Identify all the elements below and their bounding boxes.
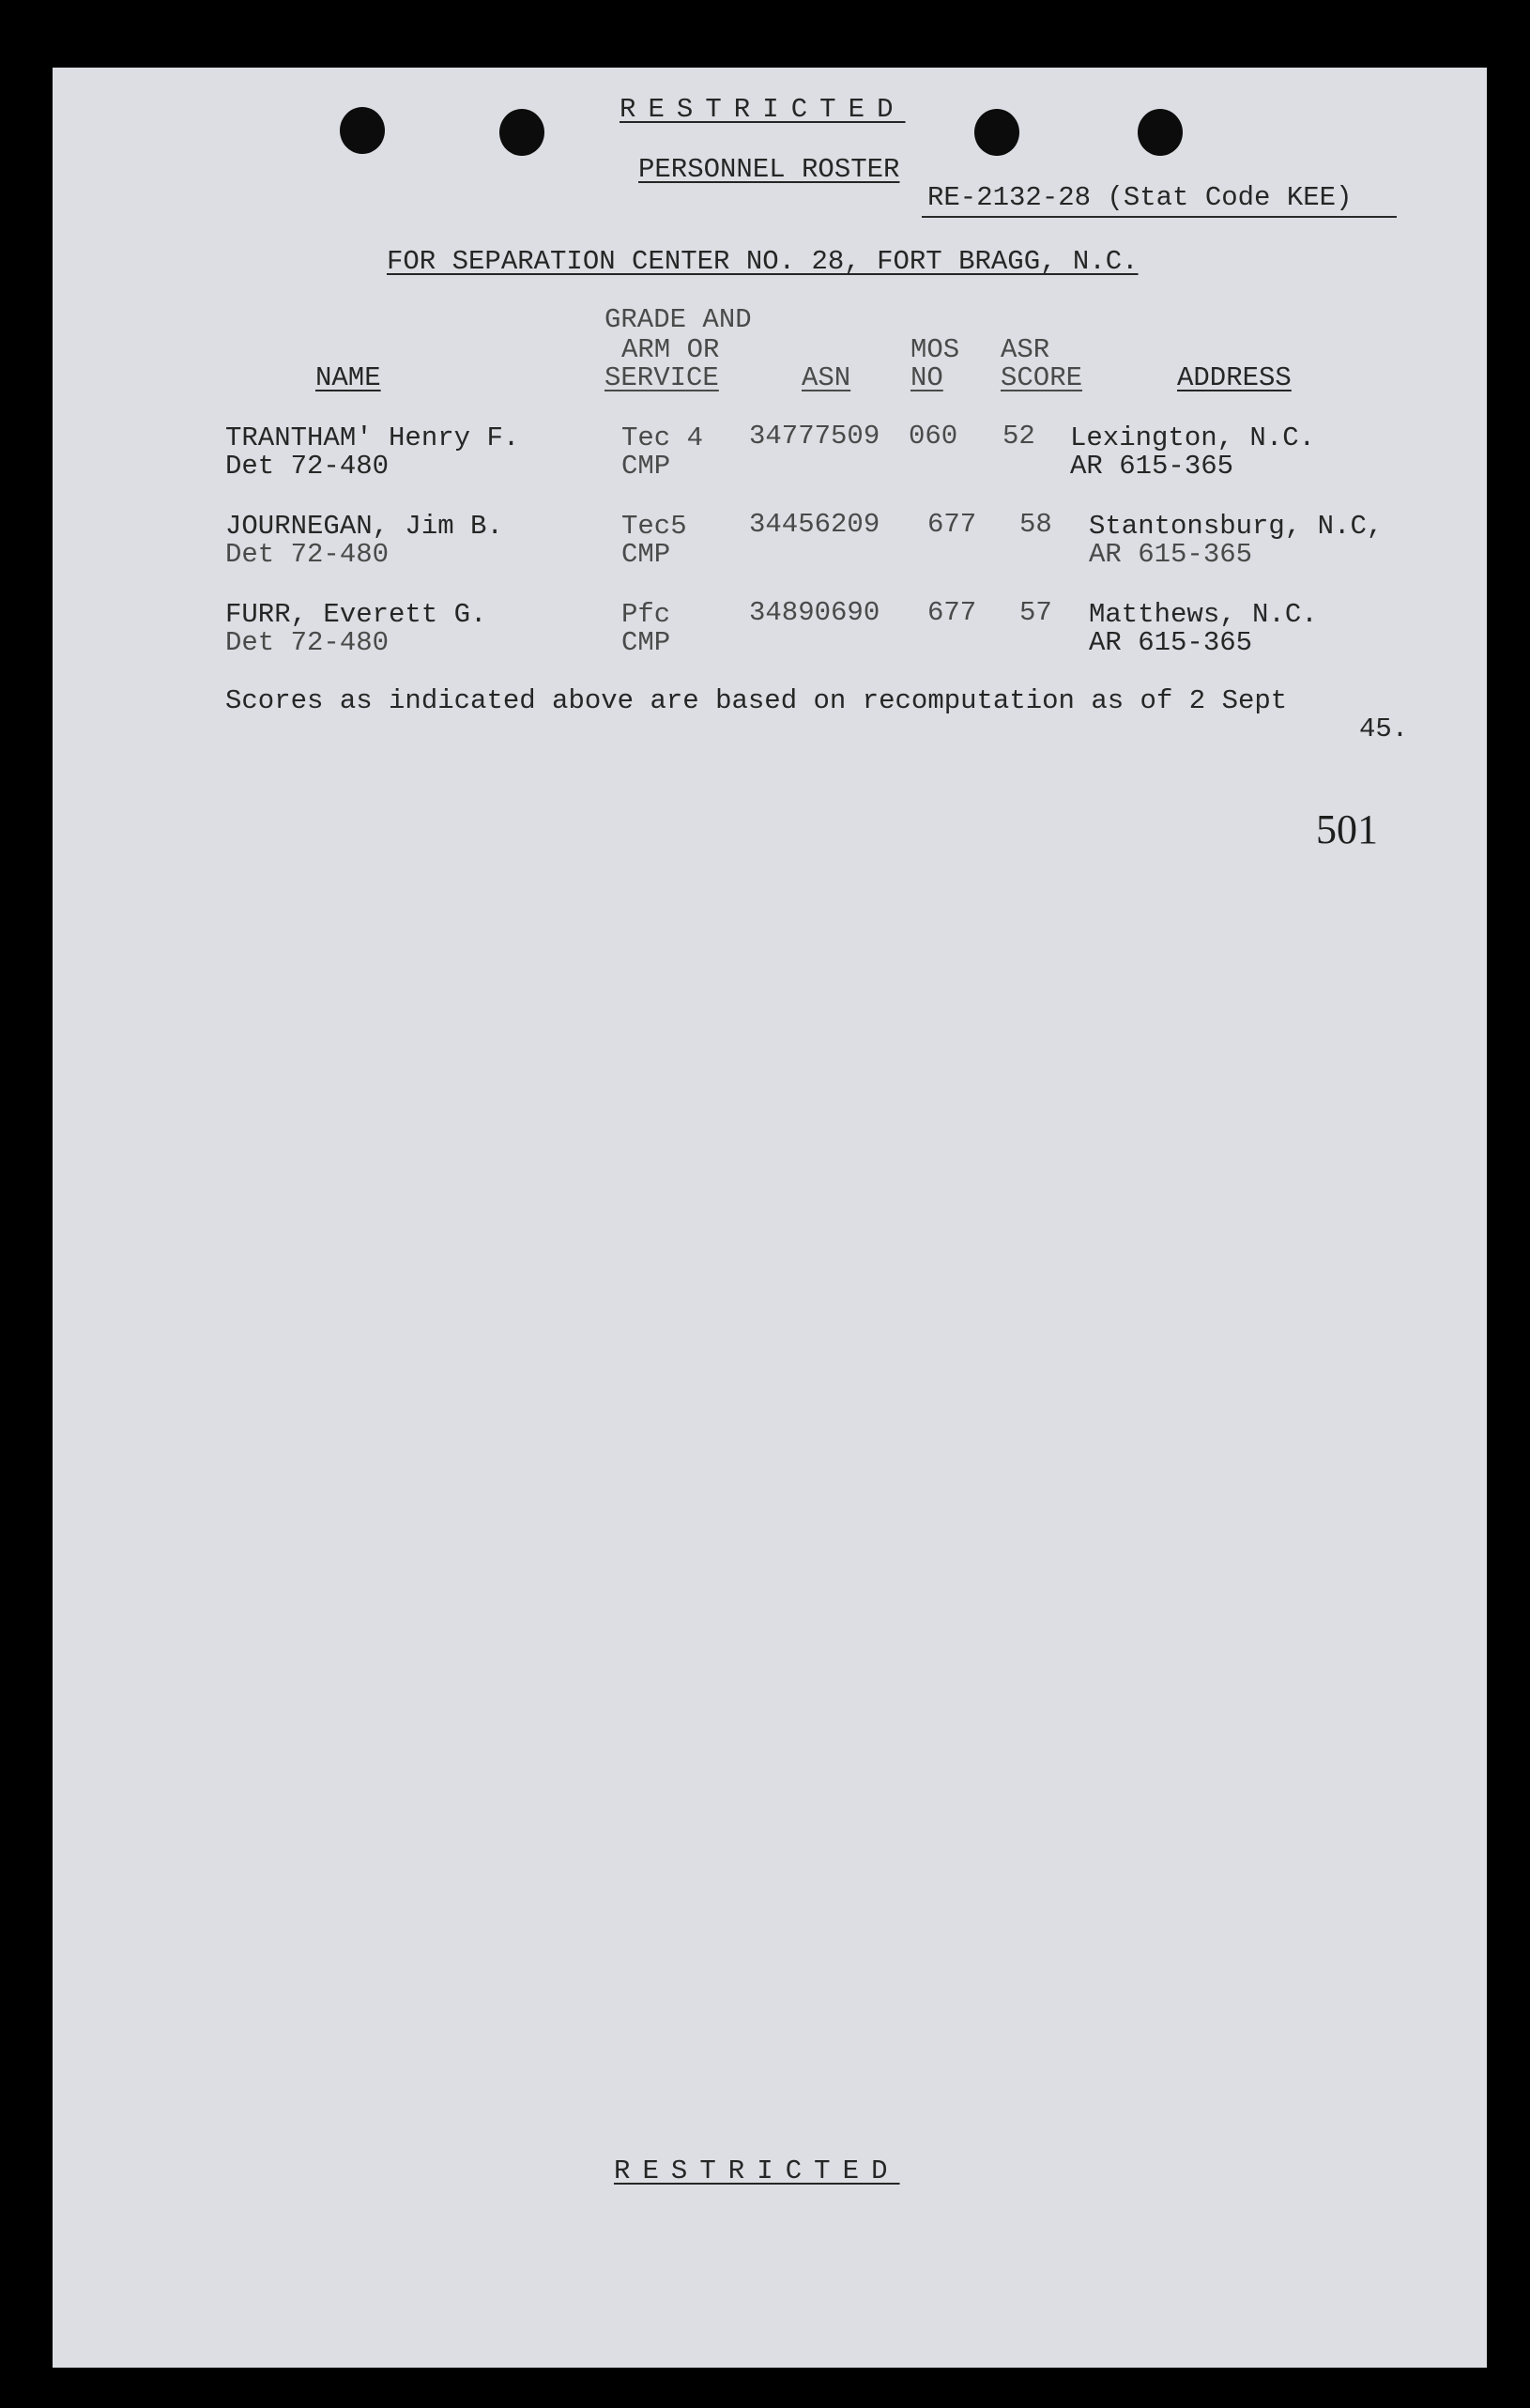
column-header-name: NAME bbox=[315, 362, 381, 393]
table-row-asn: 34777509 bbox=[749, 421, 880, 452]
scores-note: Scores as indicated above are based on recomputation as of 2 Sept bbox=[225, 685, 1288, 716]
table-row-mos: 677 bbox=[927, 597, 977, 628]
classification-top: RESTRICTED bbox=[620, 94, 906, 125]
table-row-name: TRANTHAM' Henry F. bbox=[225, 422, 520, 453]
table-row-unit: Det 72-480 bbox=[225, 451, 390, 482]
table-row-asn: 34890690 bbox=[749, 597, 880, 628]
table-row-name: FURR, Everett G. bbox=[225, 599, 487, 630]
column-header-grade: GRADE AND bbox=[604, 304, 752, 335]
page-number: 501 bbox=[1316, 806, 1378, 852]
punch-hole bbox=[340, 107, 385, 154]
table-row-address: Stantonsburg, N.C, bbox=[1089, 511, 1384, 542]
table-row-authority: AR 615-365 bbox=[1070, 451, 1234, 482]
table-row-unit: Det 72-480 bbox=[225, 539, 390, 570]
table-row-asn: 34456209 bbox=[749, 509, 880, 540]
table-row-authority: AR 615-365 bbox=[1089, 539, 1253, 570]
column-header-asn: ASN bbox=[802, 362, 851, 393]
reference-underline bbox=[922, 216, 1397, 218]
table-row-address: Matthews, N.C. bbox=[1089, 599, 1318, 630]
table-row-arm: CMP bbox=[621, 539, 671, 570]
table-row-grade: Tec5 bbox=[621, 511, 687, 542]
table-row-mos: 677 bbox=[927, 509, 977, 540]
column-header-mos: MOS bbox=[910, 334, 960, 365]
column-header-score: ASR bbox=[1001, 334, 1050, 365]
scores-note-continued: 45. bbox=[1359, 713, 1409, 744]
punch-hole bbox=[1138, 109, 1183, 156]
column-header-mos: NO bbox=[910, 362, 943, 393]
table-row-grade: Pfc bbox=[621, 599, 671, 630]
column-header-score: SCORE bbox=[1001, 362, 1083, 393]
document-title: PERSONNEL ROSTER bbox=[638, 154, 900, 185]
punch-hole bbox=[974, 109, 1019, 156]
classification-bottom: RESTRICTED bbox=[614, 2155, 900, 2186]
table-row-name: JOURNEGAN, Jim B. bbox=[225, 511, 503, 542]
table-row-mos: 060 bbox=[909, 421, 958, 452]
table-row-score: 57 bbox=[1019, 597, 1052, 628]
table-row-score: 58 bbox=[1019, 509, 1052, 540]
separation-center-heading: FOR SEPARATION CENTER NO. 28, FORT BRAGG, N.C. bbox=[387, 246, 1139, 277]
table-row-address: Lexington, N.C. bbox=[1070, 422, 1316, 453]
document-page bbox=[53, 68, 1487, 2368]
table-row-arm: CMP bbox=[621, 627, 671, 658]
table-row-unit: Det 72-480 bbox=[225, 627, 390, 658]
reference-code: RE-2132-28 (Stat Code KEE) bbox=[927, 182, 1353, 213]
table-row-grade: Tec 4 bbox=[621, 422, 704, 453]
column-header-grade: ARM OR bbox=[621, 334, 720, 365]
column-header-address: ADDRESS bbox=[1177, 362, 1292, 393]
table-row-authority: AR 615-365 bbox=[1089, 627, 1253, 658]
column-header-grade: SERVICE bbox=[604, 362, 719, 393]
table-row-score: 52 bbox=[1002, 421, 1035, 452]
punch-hole bbox=[499, 109, 544, 156]
table-row-arm: CMP bbox=[621, 451, 671, 482]
